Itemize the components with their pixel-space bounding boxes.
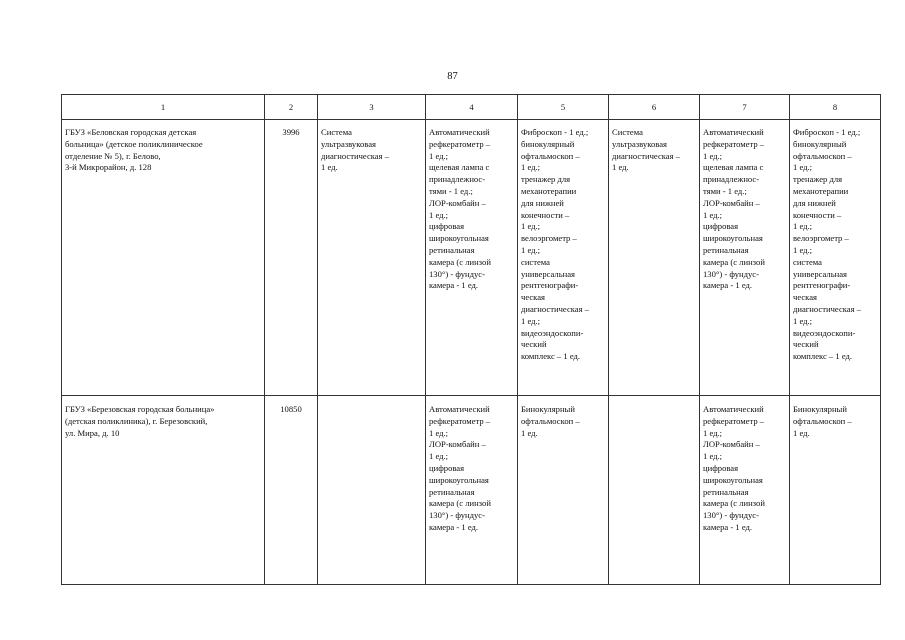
count-value: 10850 — [280, 404, 302, 414]
equipment-text: Фиброскоп - 1 ед.; бинокулярный офтальмоскоп – 1 ед.; тренажер для механотерапии для нижней конечности – 1 ед.; велоэргометр – 1 ед.; система универсальная рентгенографи- ческая диагностическая – 1 ед.; видеоэндоскопи- ческий комплекс – 1 ед. — [793, 127, 862, 362]
column-header: 7 — [700, 95, 790, 120]
equipment-text: Автоматический рефкератометр – 1 ед.; ЛОР-комбайн – 1 ед.; цифровая широкоугольная ретинальная камера (с линзой 130°) - фундус- камера - 1 ед. — [703, 404, 765, 532]
institution-cell — [62, 120, 265, 396]
equipment-cell — [609, 396, 700, 585]
equipment-text: Система ультразвуковая диагностическая – 1 ед. — [321, 127, 390, 173]
equipment-cell — [790, 396, 881, 585]
equipment-text: Фиброскоп - 1 ед.; бинокулярный офтальмоскоп – 1 ед.; тренажер для механотерапии для нижней конечности – 1 ед.; велоэргометр – 1 ед.; система универсальная рентгенографи- ческая диагностическая – 1 ед.; видеоэндоскопи- ческий комплекс – 1 ед. — [521, 127, 590, 362]
column-header: 6 — [609, 95, 700, 120]
column-header: 5 — [518, 95, 609, 120]
equipment-cell — [700, 396, 790, 585]
equipment-cell — [518, 120, 609, 396]
count-cell — [265, 396, 318, 585]
institution-cell — [62, 396, 265, 585]
equipment-cell — [426, 120, 518, 396]
equipment-cell — [790, 120, 881, 396]
column-header: 8 — [790, 95, 881, 120]
institution-text: ГБУЗ «Беловская городская детская больница» (детское поликлиническое отделение № 5), г. Белово, 3-й Микрорайон, д. 128 — [65, 127, 203, 173]
table-header-row — [62, 95, 881, 120]
count-value: 3996 — [282, 127, 300, 137]
equipment-cell — [318, 396, 426, 585]
column-header: 3 — [318, 95, 426, 120]
equipment-cell — [609, 120, 700, 396]
table-row — [62, 120, 881, 396]
equipment-cell — [318, 120, 426, 396]
equipment-text: Автоматический рефкератометр – 1 ед.; щелевая лампа с принадлежнос- тями - 1 ед.; ЛОР-комбайн – 1 ед.; цифровая широкоугольная ретинальная камера (с линзой 130°) - фундус- камера - 1 ед. — [703, 127, 765, 291]
count-cell — [265, 120, 318, 396]
equipment-text: Автоматический рефкератометр – 1 ед.; щелевая лампа с принадлежнос- тями - 1 ед.; ЛОР-комбайн – 1 ед.; цифровая широкоугольная ретинальная камера (с линзой 130°) - фундус- камера - 1 ед. — [429, 127, 491, 291]
institution-text: ГБУЗ «Березовская городская больница» (детская поликлиника), г. Березовский, ул. Мира, д. 10 — [65, 404, 215, 438]
equipment-text: Автоматический рефкератометр – 1 ед.; ЛОР-комбайн – 1 ед.; цифровая широкоугольная ретинальная камера (с линзой 130°) - фундус- камера - 1 ед. — [429, 404, 491, 532]
equipment-table — [61, 94, 881, 585]
equipment-cell — [700, 120, 790, 396]
equipment-text: Бинокулярный офтальмоскоп – 1 ед. — [793, 404, 852, 438]
column-header: 2 — [265, 95, 318, 120]
equipment-text: Система ультразвуковая диагностическая – 1 ед. — [612, 127, 681, 173]
column-header: 1 — [62, 95, 265, 120]
equipment-cell — [518, 396, 609, 585]
equipment-cell — [426, 396, 518, 585]
equipment-text: Бинокулярный офтальмоскоп – 1 ед. — [521, 404, 580, 438]
column-header: 4 — [426, 95, 518, 120]
page-number: 87 — [447, 71, 458, 82]
table-row — [62, 396, 881, 585]
